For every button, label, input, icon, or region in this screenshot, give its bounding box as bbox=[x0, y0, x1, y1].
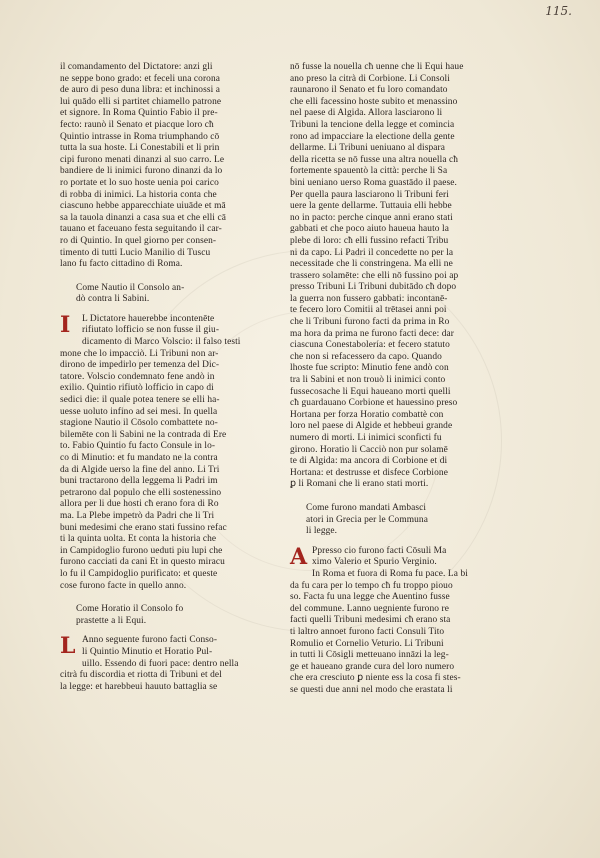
text-line: sa la tauola dinanzi a casa sua et che elli cā bbox=[60, 212, 226, 223]
text-line: stagione Nautio il Cōsolo combattete no- bbox=[60, 418, 218, 429]
text-line: te di Algida: ma ancora di Corbione et di bbox=[290, 456, 448, 467]
text-line: ni da capo. Li Padri il concedette no per la bbox=[290, 247, 454, 258]
text-line: uere la gente dellarme. Tuttauia elli hebbe bbox=[290, 201, 452, 212]
text-line: ti la quinta uolta. Et conta la historia che bbox=[60, 534, 217, 545]
text-line: Hortana per forza Horatio combattè con bbox=[290, 409, 444, 420]
text-line: Come Nautio il Consolo an- bbox=[76, 282, 185, 293]
text-line: sedici die: il quale potea tenere se elli ha- bbox=[60, 395, 220, 406]
left-paragraph-1 bbox=[60, 62, 288, 271]
text-line: fecto: raunò il Senato et piacque loro cħ bbox=[60, 119, 214, 130]
text-line: Hortana: et destrusse et disfece Corbione bbox=[290, 467, 448, 478]
text-line: che li Tribuni furono facti da prima in Ro bbox=[290, 317, 450, 328]
text-line: Tribuni la tencione della legge et comincia bbox=[290, 119, 455, 130]
text-line: ge et haueano grande cura del loro numero bbox=[290, 661, 455, 672]
left-heading-1 bbox=[60, 283, 288, 306]
text-line: de auro di peso duna libra: et inchinossi a bbox=[60, 85, 220, 96]
left-paragraph-2 bbox=[60, 311, 288, 592]
text-line: in Campidoglio furono ueduti piu lupi che bbox=[60, 545, 223, 556]
text-line: che era cresciuto ꝑ niente ess la cosa fi stes- bbox=[290, 673, 461, 684]
text-line: to. Fabio Quintio fu facto Consule in lo- bbox=[60, 441, 216, 452]
text-line: raunarono il Senato et fu loro comandato bbox=[290, 85, 448, 96]
text-line: in tutti li Cōsigli metteuano innāzi la leg- bbox=[290, 650, 449, 661]
text-line: In Roma et fuora di Roma fu pace. La bi bbox=[312, 568, 468, 579]
text-line: ti laltro annoet furono facti Consuli Tito bbox=[290, 626, 445, 637]
text-line: prastette a li Equi. bbox=[76, 615, 147, 626]
text-line: se questi due anni nel modo che erastata li bbox=[290, 684, 453, 695]
text-line: cipi furono menati dinanzi al suo carro. Le bbox=[60, 154, 225, 165]
illuminated-initial: I bbox=[60, 311, 71, 338]
text-line: li legge. bbox=[306, 526, 338, 537]
text-line: petrarono dal populo che elli sostenessino bbox=[60, 487, 222, 498]
text-line: dò contra li Sabini. bbox=[76, 294, 150, 305]
text-line: citrà fu discordia et riotta di Tribuni et del bbox=[60, 670, 222, 681]
text-line: uesse uoluto infino ad sei mesi. In quella bbox=[60, 406, 218, 417]
text-line: rono ad impacciare la electione della gente bbox=[290, 131, 455, 142]
text-line: numero di morti. Li inimici sconficti fu bbox=[290, 433, 442, 443]
text-line: mone che lo impacciò. Li Tribuni non ar- bbox=[60, 348, 219, 359]
text-line: buni medesimi che erano stati fussino refac bbox=[60, 522, 227, 533]
text-line: tauano et faceuano festa seguitando il car- bbox=[60, 224, 222, 235]
text-line: Come furono mandati Ambasci bbox=[306, 502, 427, 513]
text-line: trassero solamēte: che elli nō fussino poi ap bbox=[290, 270, 459, 281]
text-line: no in pacto: perche cinque anni erano stati bbox=[290, 212, 453, 223]
text-line: et signore. In Roma Quintio Fabio il pre- bbox=[60, 108, 218, 119]
text-line: che non si refacessero da capo. Quando bbox=[290, 351, 442, 362]
text-line: ximo Valerio et Spurio Verginio. bbox=[312, 557, 437, 568]
text-line: cose furono facte in quello anno. bbox=[60, 580, 187, 591]
text-line: exilio. Quintio rifiutò lofficio in capo di bbox=[60, 383, 214, 394]
text-line: del commune. Lanno uegniente furono re bbox=[290, 603, 449, 614]
text-line: L Dictatore hauerebbe incontenēte bbox=[82, 313, 215, 324]
text-line: la guerra non fussero gabbati: incontanē- bbox=[290, 293, 448, 304]
text-line: dirono de impedirlo per temenza del Dic- bbox=[60, 360, 220, 371]
text-line: ciascuno hebbe apparecchiate uiuāde et mā bbox=[60, 201, 226, 212]
text-line: bini ueniano uerso Roma guastādo il paese. bbox=[290, 177, 457, 188]
text-line: della ricetta se nō fusse una altra nouella cħ bbox=[290, 154, 459, 165]
text-line: Come Horatio il Consolo fo bbox=[76, 604, 184, 615]
text-line: presso Tribuni Li Tribuni dubitādo cħ dopo bbox=[290, 282, 457, 293]
left-heading-2 bbox=[60, 604, 288, 627]
text-line: bandiere de li inimici furono dinanzi da lo bbox=[60, 166, 223, 177]
text-line: girono. Horatio li Cacciò non pur solamē bbox=[290, 444, 448, 455]
text-line: lano fu facto cittadino di Roma. bbox=[60, 259, 183, 270]
text-line: Romulio et Cornelio Veturio. Li Tribuni bbox=[290, 638, 444, 649]
text-line: la legge: et harebbeui hauuto battaglia se bbox=[60, 681, 218, 692]
text-line: nel paese di Algida. Allora lasciarono li bbox=[290, 108, 443, 119]
illuminated-initial: A bbox=[290, 543, 308, 570]
text-line: tatore. Volscio condemnato fene andò in bbox=[60, 371, 215, 382]
text-line: lo fu il Campidoglio purificato: et queste bbox=[60, 568, 218, 579]
text-line: lhoste fue scripto: Minutio fene andò con bbox=[290, 363, 449, 374]
text-line: ne seppe bono grado: et feceli una corona bbox=[60, 73, 221, 84]
text-line: lui quādo elli si partitet chiamello patrone bbox=[60, 96, 222, 107]
left-column bbox=[60, 62, 288, 693]
text-line: ꝑ li Romani che li erano stati morti. bbox=[290, 479, 429, 490]
text-line: nō fusse la nouella cħ uenne che li Equi haue bbox=[290, 62, 464, 72]
text-line: timento di tutti Lucio Manilio di Tuscu bbox=[60, 247, 211, 258]
text-line: buni tractarono della leggema li Padri im bbox=[60, 476, 218, 487]
text-line: di robba di inimici. La historia conta che bbox=[60, 189, 217, 200]
text-line: plebe di loro: cħ elli fussino refacti Tribu bbox=[290, 235, 449, 246]
text-line: cħ guardauano Corbione et hauessino preso bbox=[290, 398, 458, 409]
text-line: tutta la sua hoste. Li Conestabili et li prin bbox=[60, 143, 220, 154]
text-line: facti quelli Tribuni medesimi cħ erano sta bbox=[290, 615, 451, 626]
text-line: bilemēte con li Sabini ne la contrada di Ere bbox=[60, 429, 227, 440]
text-line: il comandamento del Dictatore: anzi gli bbox=[60, 62, 213, 72]
text-line: ro portate et lo suo hoste uenia poi carico bbox=[60, 177, 219, 188]
text-line: te fecero loro Comitii al trētasei anni poi bbox=[290, 305, 447, 316]
text-line: ma hora da prima ne furono facti dece: dar bbox=[290, 328, 455, 339]
text-line: Ppresso cio furono facti Cōsuli Ma bbox=[312, 545, 447, 556]
text-line: co di Minutio: et fu mandato ne la contra bbox=[60, 453, 218, 463]
text-line: dellarme. Li Tribuni ueniuano al dispara bbox=[290, 143, 446, 154]
text-line: ciascuna Conestabolería: et fecero statuto bbox=[290, 340, 450, 351]
right-column bbox=[290, 62, 518, 696]
text-line: uillo. Essendo di fuori pace: dentro nella bbox=[82, 658, 239, 669]
text-line: da fu cara per lo tempo cħ fu troppo piouo bbox=[290, 580, 453, 591]
text-line: fortemente spauentò la città: perche li Sa bbox=[290, 166, 448, 177]
text-line: rifiutato lofficio se non fusse il giu- bbox=[82, 325, 220, 336]
text-line: necessitade che li constringena. Ma elli ne bbox=[290, 259, 453, 270]
text-line: dicamento di Marco Volscio: il falso testi bbox=[82, 337, 241, 348]
text-line: atori in Grecia per le Communa bbox=[306, 514, 428, 525]
text-line: tra li Sabini et non trouò li inimici conto bbox=[290, 375, 446, 386]
right-paragraph-2 bbox=[290, 543, 518, 697]
text-line: Anno seguente furono facti Conso- bbox=[82, 635, 218, 646]
folio-number: 115. bbox=[545, 4, 572, 18]
text-line: fussecosache li Equi haueano morti quelli bbox=[290, 386, 451, 397]
text-line: allora per li due hosti cħ erano fora di Ro bbox=[60, 499, 219, 510]
text-line: ro di Quintio. In quel giorno per consen- bbox=[60, 235, 217, 246]
text-line: da di Algide uerso la fine del anno. Li Tri bbox=[60, 464, 220, 475]
text-line: so. Facta fu una legge che Auentino fusse bbox=[290, 592, 450, 603]
illuminated-initial: L bbox=[60, 633, 76, 660]
text-line: Quintio intrasse in Roma triumphando cō bbox=[60, 131, 220, 142]
text-line: che elli facessino hoste subito et menassino bbox=[290, 96, 458, 107]
right-paragraph-1 bbox=[290, 62, 518, 491]
text-line: ano preso la citrà di Corbione. Li Consoli bbox=[290, 73, 450, 84]
text-line: Per quella paura lasciarono li Tribuni feri bbox=[290, 189, 449, 200]
text-line: ma. La Plebe impetrò da Padri che li Tri bbox=[60, 510, 215, 521]
left-paragraph-3 bbox=[60, 635, 288, 693]
right-heading-1 bbox=[290, 503, 518, 538]
text-line: gabbati et che poco aiuto haueua hauto la bbox=[290, 224, 449, 235]
text-line: li Quintio Minutio et Horatio Pul- bbox=[82, 646, 213, 657]
text-line: loro nel paese di Algide et hebbeui grande bbox=[290, 421, 453, 432]
text-line: furono cacciati da cani Et in questo miracu bbox=[60, 557, 225, 568]
